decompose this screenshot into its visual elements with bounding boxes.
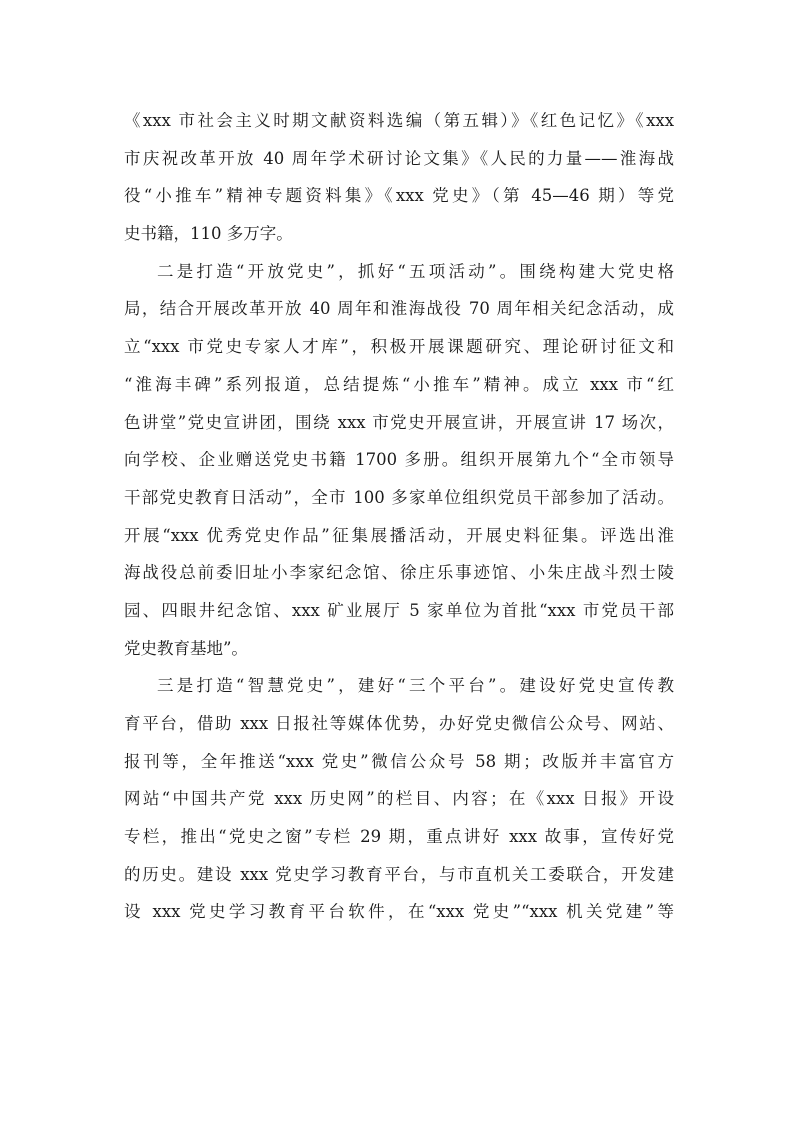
- text-line: 二是打造“开放党史”，抓好“五项活动”。围绕构建大党史格: [157, 261, 674, 281]
- text-line: 向学校、企业赠送党史书籍 1700 多册。组织开展第九个“全市领导: [124, 450, 674, 470]
- text-line: 的历史。建设 xxx 党史学习教育平台，与市直机关工委联合，开发建: [124, 864, 674, 884]
- text-line: 网站“中国共产党 xxx 历史网”的栏目、内容；在《xxx 日报》开设: [124, 789, 674, 809]
- text-line: 役“小推车”精神专题资料集》《xxx 党史》（第 45—46 期）等党: [124, 186, 674, 206]
- text-line: 园、四眼井纪念馆、xxx 矿业展厅 5 家单位为首批“xxx 市党员干部: [124, 600, 674, 620]
- text-line: “淮海丰碑”系列报道，总结提炼“小推车”精神。成立 xxx 市“红: [124, 374, 674, 394]
- text-line: 立“xxx 市党史专家人才库”，积极开展课题研究、理论研讨征文和: [124, 337, 674, 357]
- text-line: 报刊等，全年推送“xxx 党史”微信公众号 58 期；改版并丰富官方: [124, 751, 674, 771]
- paragraph-1: [124, 102, 674, 253]
- document-body: [124, 102, 674, 931]
- text-line: 三是打造“智慧党史”，建好“三个平台”。建设好党史宣传教: [157, 676, 674, 696]
- text-line: 党史教育基地”。: [124, 638, 248, 658]
- text-line: 市庆祝改革开放 40 周年学术研讨论文集》《人民的力量——淮海战: [124, 148, 674, 168]
- text-line: 设 xxx 党史学习教育平台软件，在“xxx 党史”“xxx 机关党建”等: [124, 902, 674, 922]
- text-line: 《xxx 市社会主义时期文献资料选编（第五辑）》《红色记忆》《xxx: [124, 111, 674, 130]
- paragraph-2: [124, 253, 674, 668]
- paragraph-3: [124, 667, 674, 931]
- text-line: 开展“xxx 优秀党史作品”征集展播活动，开展史料征集。评选出淮: [124, 525, 674, 545]
- text-line: 海战役总前委旧址小李家纪念馆、徐庄乐事迹馆、小朱庄战斗烈士陵: [124, 563, 674, 583]
- text-line: 史书籍，110 多万字。: [124, 224, 293, 244]
- text-line: 色讲堂”党史宣讲团，围绕 xxx 市党史开展宣讲，开展宣讲 17 场次，: [124, 412, 674, 432]
- text-line: 专栏，推出“党史之窗”专栏 29 期，重点讲好 xxx 故事，宣传好党: [124, 827, 674, 847]
- text-line: 干部党史教育日活动”，全市 100 多家单位组织党员干部参加了活动。: [124, 487, 674, 507]
- text-line: 局，结合开展改革开放 40 周年和淮海战役 70 周年相关纪念活动，成: [124, 299, 674, 319]
- text-line: 育平台，借助 xxx 日报社等媒体优势，办好党史微信公众号、网站、: [124, 714, 674, 733]
